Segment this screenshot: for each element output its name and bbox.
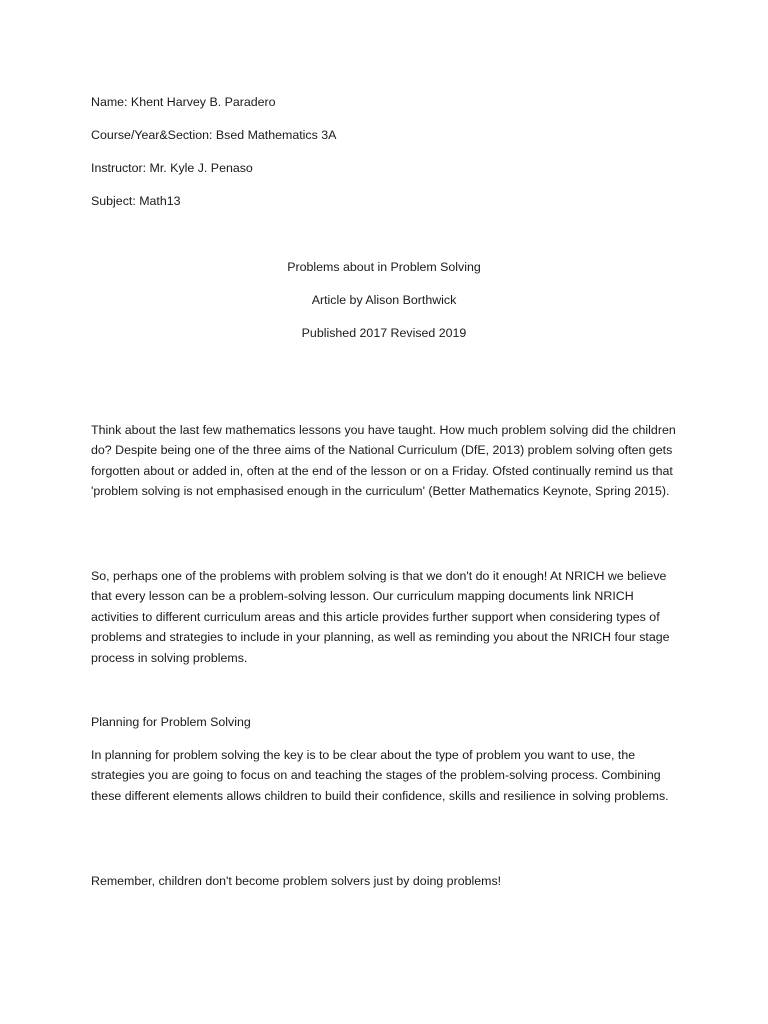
article-author: Article by Alison Borthwick [311, 293, 457, 307]
article-title: Problems about in Problem Solving [287, 260, 481, 274]
instructor: Instructor: Mr. Kyle J. Penaso [91, 161, 253, 175]
paragraph-1: Think about the last few mathematics lessons you have taught. How much problem solving did the children do? Despite being one of the three aims of the National Curriculum (DfE, 2013) problem solving often gets forgotten about or added in, often at the end of the lesson or on a Friday. Ofsted continually remind us that 'problem solving is not emphasised enough in the curriculum' (Better Mathematics Keynote, Spring 2015). [91, 423, 676, 499]
paragraph-2: So, perhaps one of the problems with problem solving is that we don't do it enough! At NRICH we believe that every lesson can be a problem-solving lesson. Our curriculum mapping documents link NRICH activities to different curriculum areas and this article provides further support when considering types of problems and strategies to include in your planning, as well as reminding you about the NRICH four stage process in solving problems. [91, 569, 670, 665]
section-heading: Planning for Problem Solving [91, 715, 251, 729]
course-year-section: Course/Year&Section: Bsed Mathematics 3A [91, 128, 337, 142]
paragraph-4: Remember, children don't become problem solvers just by doing problems! [91, 874, 502, 888]
student-name: Name: Khent Harvey B. Paradero [91, 95, 276, 109]
publication-info: Published 2017 Revised 2019 [301, 326, 467, 340]
subject: Subject: Math13 [91, 194, 181, 208]
paragraph-3: In planning for problem solving the key is to be clear about the type of problem you want to use, the strategies you are going to focus on and teaching the stages of the problem-solving process. Combining these different elements allows children to build their confidence, skills and resilience in solving problems. [91, 748, 669, 803]
